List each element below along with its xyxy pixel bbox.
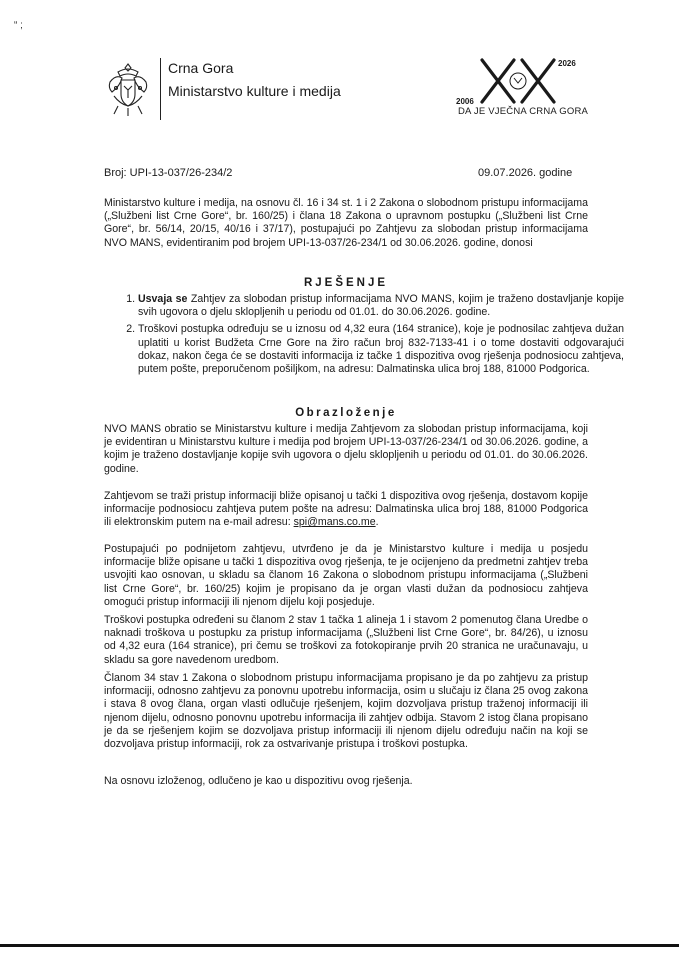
margin-marks: “ ; (14, 20, 23, 31)
reasoning-paragraph-1: NVO MANS obratio se Ministarstvu kulture i medija Zahtjevom za slobodan pristup informacijama, koji je evidentiran u Ministarstvu kulture i medija pod brojem UPI-13-037/26-234/1 od 30.06.2026. godine, a kojim je traženo dostavljanje kopije svih ugovora o djelu sklopljenih u periodu od 01.01. do 30.06.2026. godine. (104, 423, 588, 475)
paragraph-text: . (375, 516, 379, 529)
dispositive-text: Zahtjev za slobodan pristup informacijama NVO MANS, kojim je traženo dostavljanje kopije svih ugovora o djelu sklopljenih u periodu od 01.01. do 30.06.2026. godine. (138, 293, 624, 319)
reasoning-paragraph-6: Na osnovu izloženog, odlučeno je kao u dispozitivu ovog rješenja. (104, 775, 413, 787)
reasoning-paragraph-2 (104, 490, 588, 530)
intro-paragraph: Ministarstvo kulture i medija, na osnovu čl. 16 i 34 st. 1 i 2 Zakona o slobodnom pristupu informacijama („Službeni list Crne Gore“, br. 160/25) i člana 18 Zakona o upravnom postupku („Službeni list Crne Gore“, br. 56/14, 20/15, 40/16 i 37/17), postupajući po Zahtjevu za slobodan pristup informacijama NVO MANS, evidentiranim pod brojem UPI-13-037/26-234/1 od 30.06.2026. godine, donosi (104, 197, 588, 249)
org-name-ministry: Ministarstvo kulture i medija (168, 83, 341, 99)
reasoning-paragraph-4: Troškovi postupka određeni su članom 2 stav 1 tačka 1 alineja 1 i stavom 2 pomenutog člana Uredbe o naknadi troškova u postupku za pristup informacijama („Službeni list Crne Gore“, br. 84/26), u iznosu od 4,32 eura (164 stranice), pri čemu se troškovi za fotokopiranje prvih 20 stranica ne uračunavaju, u skladu sa gore navedenom uredbom. (104, 614, 588, 666)
dispositive-text: Troškovi postupka određuju se u iznosu od 4,32 eura (164 stranice), koje je podnosilac zahtjeva dužan uplatiti u korist Budžeta Crne Gore na žiro račun broj 832-7133-41 i o tome dostaviti odgovarajući dokaz, nakon čega će se dostaviti informacija iz tačke 1 dispozitiva ovog rješenja podnosiocu zahtjeva, putem pošte, preporučenom pošiljkom, na adresu: Dalmatinska ulica broj 188, 81000 Podgorica. (138, 323, 624, 376)
paragraph-text: Zahtjevom se traži pristup informaciji bliže opisanoj u tački 1 dispozitiva ovog rješenja, dostavom kopije informacije podnosiocu zahtjeva putem pošte na adresu: Dalmatinska ulica broj 188, 81000 Podgorica ili elektronskim putem na e-mail adresu: (104, 490, 588, 529)
decision-title: RJEŠENJE (303, 277, 389, 289)
document-number: Broj: UPI-13-037/26-234/2 (104, 167, 233, 179)
logo-year-top: 2026 (558, 59, 576, 68)
email-link[interactable]: spi@mans.co.me (293, 516, 376, 529)
reasoning-paragraph-3: Postupajući po podnijetom zahtjevu, utvrđeno je da je Ministarstvo kulture i medija u posjedu informacije bliže opisane u tački 1 dispozitiva ovog rješenja, te je ocijenjeno da predmetni zahtjev treba usvojiti kao osnovan, u skladu sa članom 16 Zakona o slobodnom pristupu informacijama („Službeni list Crne Gore“, br. 160/25) kojim je propisano da je organ vlasti dužan da podnosiocu zahtjeva omogući pristup informaciji ili njenom dijelu koji posjeduje. (104, 543, 588, 608)
dispositive-lead: Usvaja se (138, 293, 188, 305)
org-name-country: Crna Gora (168, 60, 234, 76)
dispositive-item-2 (138, 323, 624, 376)
dispositive-list (104, 293, 624, 380)
logo-year-bottom: 2006 (456, 97, 474, 106)
coat-of-arms-icon (104, 60, 152, 120)
reasoning-paragraph-5: Članom 34 stav 1 Zakona o slobodnom pristupu informacijama propisano je da po zahtjevu za pristup informaciji, odnosno zahtjevu za ponovnu upotrebu informacija, osim u slučaju iz člana 25 ovog zakona i stava 8 ovog člana, organ vlasti odlučuje rješenjem, kojim dozvoljava pristup traženoj informaciji ili njenom dijelu, odnosno ponovnu upotrebu informacija ili zahtjev odbija. Stavom 2 istog člana propisano je da se rješenjem kojim se dozvoljava pristup informaciji ili njenom dijelu određuju način na koji se dozvoljava pristup informaciji, rok za ostvarivanje pristupa i troškovi postupka. (104, 672, 588, 751)
header-divider (160, 58, 161, 120)
scan-edge-line (0, 944, 679, 947)
logo-caption: DA JE VJEČNA CRNA GORA (458, 106, 589, 117)
dispositive-item-1 (138, 293, 624, 319)
document-date: 09.07.2026. godine (478, 167, 573, 179)
reasoning-title: Obrazloženje (295, 407, 397, 419)
